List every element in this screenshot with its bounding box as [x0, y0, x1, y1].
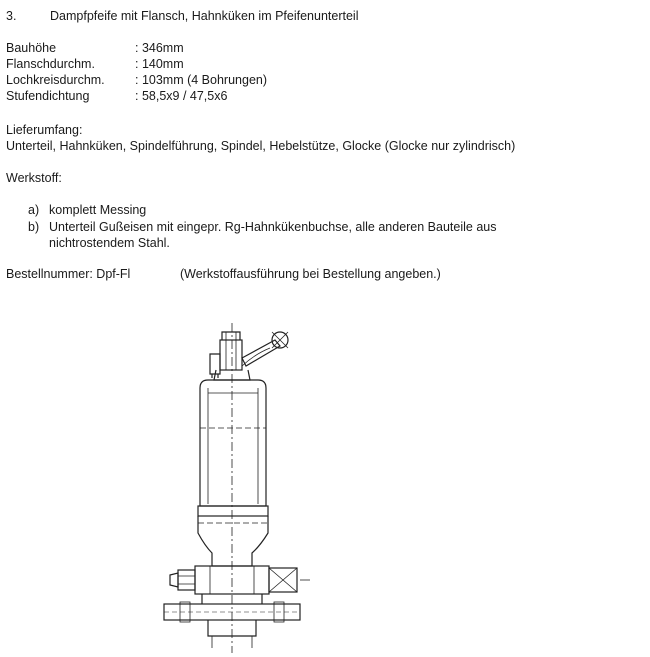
material-option-b-text-cont: nichtrostendem Stahl.: [49, 236, 170, 250]
material-option-b-marker: b): [28, 220, 40, 234]
spec-value-flange: : 140mm: [135, 57, 184, 71]
spec-value-bolt-circle: : 103mm (4 Bohrungen): [135, 73, 268, 87]
steam-whistle-illustration: [150, 318, 320, 653]
material-option-a-text: komplett Messing: [49, 203, 147, 217]
spec-label-seal: Stufendichtung: [6, 89, 90, 103]
section-number: 3.: [6, 9, 17, 23]
scope-label: Lieferumfang:: [6, 123, 83, 137]
spec-label-flange: Flanschdurchm.: [6, 57, 95, 71]
scope-text: Unterteil, Hahnküken, Spindelführung, Spindel, Hebelstütze, Glocke (Glocke nur zylindrisch): [6, 139, 516, 153]
spec-label-bolt-circle: Lochkreisdurchm.: [6, 73, 105, 87]
order-number: Bestellnummer: Dpf-Fl: [6, 267, 131, 281]
steam-whistle-drawing: [150, 318, 320, 653]
material-label: Werkstoff:: [6, 171, 62, 185]
spec-label-height: Bauhöhe: [6, 41, 57, 55]
order-note: (Werkstoffausführung bei Bestellung angeben.): [180, 267, 441, 281]
material-option-b-text: Unterteil Gußeisen mit eingepr. Rg-Hahnkükenbuchse, alle anderen Bauteile aus: [49, 220, 497, 234]
spec-value-height: : 346mm: [135, 41, 184, 55]
section-title: Dampfpfeife mit Flansch, Hahnküken im Pfeifenunterteil: [50, 9, 359, 23]
spec-value-seal: : 58,5x9 / 47,5x6: [135, 89, 228, 103]
material-option-a-marker: a): [28, 203, 40, 217]
